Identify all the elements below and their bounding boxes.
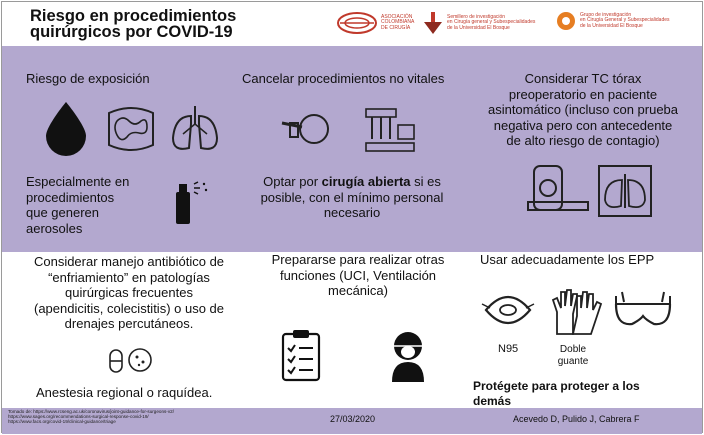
chest-xray-icon xyxy=(595,162,655,220)
source-link-2[interactable]: https://www.sages.org/recommendations-surgical-response-covid-19/ xyxy=(8,414,149,420)
semillero-emblem-icon xyxy=(422,10,444,36)
ct-text: Considerar TC tórax preoperatorio en paciente asintomático (incluso con prueba negativa pero con antecedente de alto riesgo de contagio) xyxy=(487,71,679,148)
drop-icon xyxy=(42,100,90,156)
surgical-robot-icon xyxy=(362,105,418,157)
gloves-icon xyxy=(547,282,603,338)
infographic xyxy=(1,1,703,433)
n95-label: N95 xyxy=(498,343,519,355)
acc-emblem-icon xyxy=(336,10,378,36)
gloves-label: Doble guante xyxy=(557,344,589,367)
semillero-logo xyxy=(422,10,547,36)
anesthesia-text: Anestesia regional o raquídea. xyxy=(36,385,213,400)
laparoscope-icon xyxy=(278,105,330,157)
intestine-icon xyxy=(103,103,159,155)
semillero-logo-text: Semillero de investigación en Cirugía general y Subespecialidades de la Universidad El Bosque xyxy=(447,13,536,31)
spray-icon xyxy=(170,178,212,226)
ct-scanner-icon xyxy=(526,162,590,218)
source-link-3[interactable]: https://www.facs.org/covid-19/clinical-guidance/triage xyxy=(8,419,116,425)
epp-title: Usar adecuadamente los EPP xyxy=(480,252,655,267)
n95-mask-icon xyxy=(480,286,536,336)
acc-logo-text: ASOCIACIÓN COLOMBIANA DE CIRUGÍA xyxy=(381,13,415,31)
clipboard-icon xyxy=(279,328,323,384)
footer-authors: Acevedo D, Pulido J, Cabrera F xyxy=(513,414,640,424)
goggles-icon xyxy=(612,290,674,334)
footer-date: 27/03/2020 xyxy=(330,414,376,424)
grupo-logo xyxy=(555,10,690,32)
lungs-icon xyxy=(169,102,221,158)
prepare-text: Prepararse para realizar otras funciones (UCI, Ventilación mecánica) xyxy=(271,252,445,298)
antibiotic-text: Considerar manejo antibiótico de “enfriamiento” en patologías quirúrgicas frecuentes (apendicitis, colecistitis) o uso de drenajes percutáneos. xyxy=(33,254,225,331)
grupo-logo-text: Grupo de investigación en Cirugía General y Subespecialidades de la Universidad El Bosque xyxy=(580,11,670,29)
footer-sources xyxy=(8,409,174,425)
exposure-title: Riesgo de exposición xyxy=(26,71,150,86)
cancel-title: Cancelar procedimientos no vitales xyxy=(242,71,445,86)
acc-logo xyxy=(336,10,417,36)
source-link-1[interactable]: Tomado de: https://www.rcseng.ac.uk/coronavirus/joint-guidance-for-surgeons-v2/ xyxy=(8,409,174,414)
grupo-emblem-icon xyxy=(555,10,577,32)
pill-and-petri-icon xyxy=(106,342,156,376)
page-title xyxy=(30,8,236,40)
open-surgery-text: Optar por cirugía abierta si es posible, con el mínimo personal necesario xyxy=(260,174,444,220)
protect-text: Protégete para proteger a los demás xyxy=(473,379,640,408)
ventilation-mask-icon xyxy=(384,328,432,384)
aerosol-text: Especialmente en procedimientos que generen aerosoles xyxy=(26,174,130,236)
title-line-1: Riesgo en procedimientos xyxy=(30,7,237,25)
title-line-2: quirúrgicos por COVID-19 xyxy=(30,23,233,41)
